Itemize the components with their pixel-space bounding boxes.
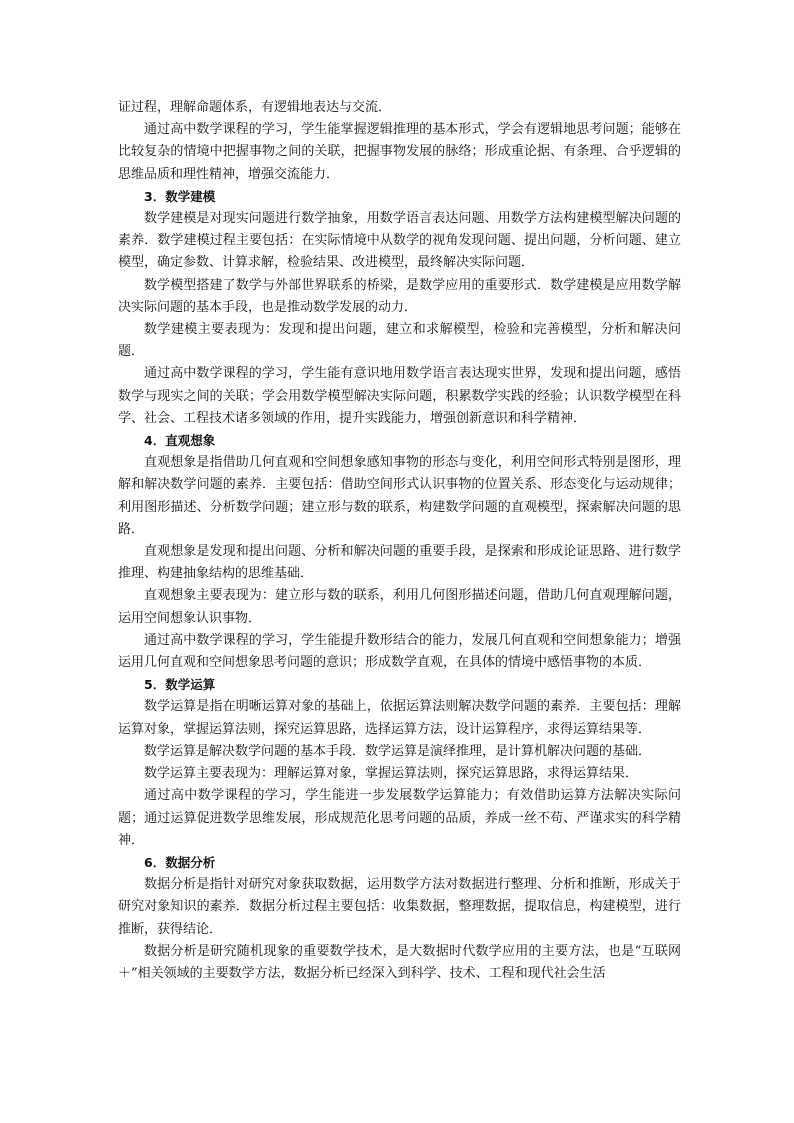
paragraph: 直观想象是发现和提出问题、分析和解决问题的重要手段，是探索和形成论证思路、进行数学推理、构建抽象结构的思维基础． (118, 544, 681, 582)
paragraph: 数据分析是指针对研究对象获取数据，运用数学方法对数据进行整理、分析和推断，形成关于研究对象知识的素养．数据分析过程主要包括：收集数据，整理数据，提取信息，构建模型，进行推断，获得结论． (118, 877, 681, 937)
paragraph: 直观想象是指借助几何直观和空间想象感知事物的形态与变化，利用空间形式特别是图形，理解和解决数学问题的素养．主要包括：借助空间形式认识事物的位置关系、形态变化与运动规律；利用图形描述、分析数学问题；建立形与数的联系，构建数学问题的直观模型，探索解决问题的思路． (118, 455, 681, 537)
section-heading: 4．直观想象 (144, 433, 216, 449)
paragraph: 数据分析是研究随机现象的重要数学技术，是大数据时代数学应用的主要方法，也是“互联网＋”相关领域的主要数学方法，数据分析已经深入到科学、技术、工程和现代社会生活 (118, 943, 681, 981)
section-heading: 5．数学运算 (144, 677, 216, 693)
paragraph: 通过高中数学课程的学习，学生能进一步发展数学运算能力；有效借助运算方法解决实际问题；通过运算促进数学思维发展，形成规范化思考问题的品质，养成一丝不苟、严谨求实的科学精神． (118, 788, 681, 848)
paragraph: 直观想象主要表现为：建立形与数的联系，利用几何图形描述问题，借助几何直观理解问题，运用空间想象认识事物． (118, 588, 681, 626)
paragraph: 通过高中数学课程的学习，学生能有意识地用数学语言表达现实世界，发现和提出问题，感悟数学与现实之间的关联；学会用数学模型解决实际问题，积累数学实践的经验；认识数学模型在科学、社会、工程技术诸多领域的作用，提升实践能力，增强创新意识和科学精神． (118, 366, 681, 426)
paragraph: 数学模型搭建了数学与外部世界联系的桥梁，是数学应用的重要形式．数学建模是应用数学解决实际问题的基本手段，也是推动数学发展的动力． (118, 277, 681, 315)
section-heading: 6．数据分析 (144, 854, 216, 870)
paragraph: 数学建模是对现实问题进行数学抽象，用数学语言表达问题、用数学方法构建模型解决问题的素养．数学建模过程主要包括：在实际情境中从数学的视角发现问题、提出问题，分析问题、建立模型，确定参数、计算求解，检验结果、改进模型，最终解决实际问题． (118, 211, 681, 271)
paragraph: 数学运算是解决数学问题的基本手段．数学运算是演绎推理，是计算机解决问题的基础． (144, 743, 652, 759)
paragraph: 数学建模主要表现为：发现和提出问题，建立和求解模型，检验和完善模型，分析和解决问题． (118, 322, 681, 360)
paragraph: 数学运算是指在明晰运算对象的基础上，依据运算法则解决数学问题的素养．主要包括：理解运算对象，掌握运算法则，探究运算思路，选择运算方法，设计运算程序，求得运算结果等． (118, 699, 681, 737)
paragraph: 证过程，理解命题体系，有逻辑地表达与交流． (118, 100, 392, 115)
paragraph: 通过高中数学课程的学习，学生能提升数形结合的能力，发展几何直观和空间想象能力；增强运用几何直观和空间想象思考问题的意识；形成数学直观，在具体的情境中感悟事物的本质． (118, 632, 681, 671)
section-heading: 3．数学建模 (144, 188, 216, 204)
paragraph: 数学运算主要表现为：理解运算对象，掌握运算法则，探究运算思路，求得运算结果． (144, 766, 639, 782)
paragraph: 通过高中数学课程的学习，学生能掌握逻辑推理的基本形式，学会有逻辑地思考问题；能够在比较复杂的情境中把握事物之间的关联，把握事物发展的脉络；形成重论据、有条理、合乎逻辑的思维品质和理性精神，增强交流能力． (118, 122, 681, 182)
document-body (118, 97, 681, 985)
